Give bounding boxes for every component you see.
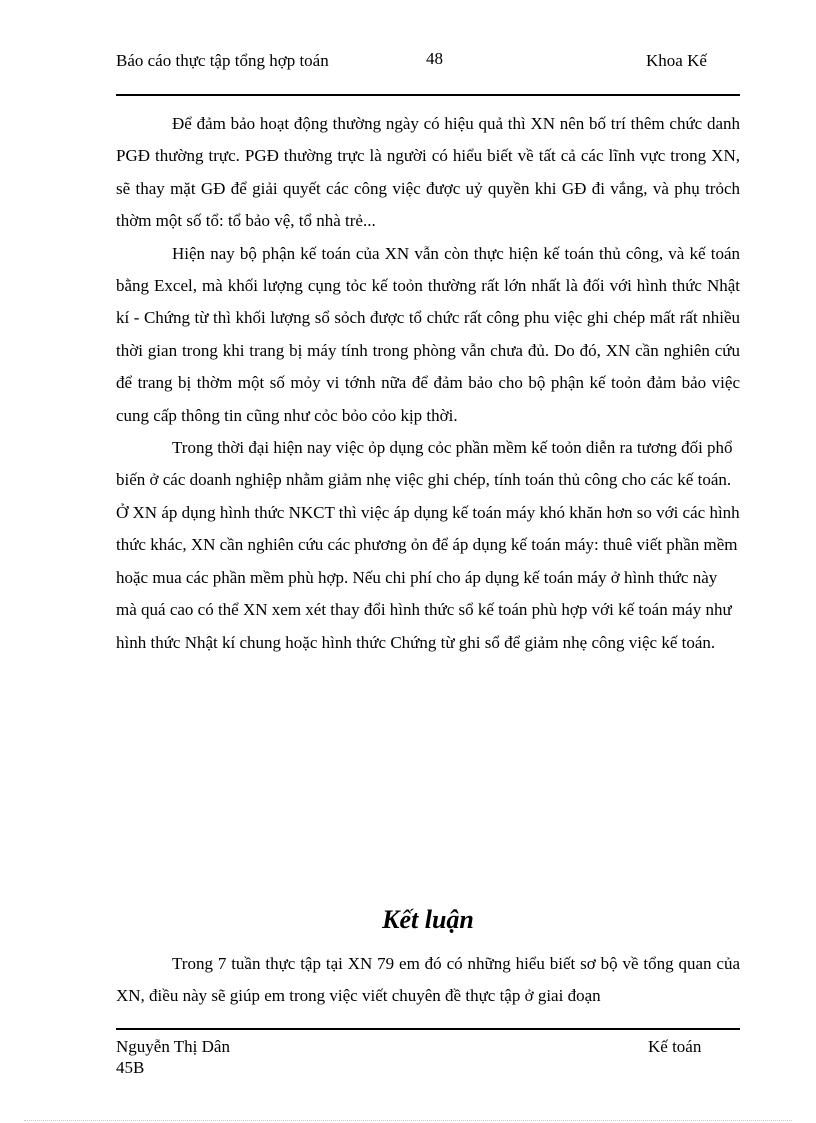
conclusion-text [116, 948, 740, 1013]
page-number: 48 [426, 49, 443, 68]
paragraph-1: Để đảm bảo hoạt động thường ngày có hiệu quả thì XN nên bố trí thêm chức danh PGĐ thường trực. PGĐ thường trực là người có hiểu biết về tất cả các lĩnh vực trong XN, sẽ thay mặt GĐ để giải quyết các công việc được uỷ quyền khi GĐ đi vắng, và phụ trỏch thờm một số tổ: tổ bảo vệ, tổ nhà trẻ... [116, 114, 740, 231]
footer-author: Nguyễn Thị Dân 45B [116, 1037, 230, 1077]
header-report-title: Báo cáo thực tập tổng hợp toán [116, 51, 329, 70]
page-header [116, 48, 740, 96]
footer-major: Kế toán [648, 1037, 702, 1056]
paragraph-3: Trong thời đại hiện nay việc ỏp dụng cỏc phần mềm kế toỏn diễn ra tương đối phổ biến ở các doanh nghiệp nhằm giảm nhẹ việc ghi chép, tính toán thủ công cho các kế toán. Ở XN áp dụng hình thức NKCT thì việc áp dụng kế toán máy khó khăn hơn so với các hình thức khác, XN cần nghiên cứu các phương ỏn để áp dụng kế toán máy: thuê viết phần mềm hoặc mua các phần mềm phù hợp. Nếu chi phí cho áp dụng kế toán máy ở hình thức này mà quá cao có thể XN xem xét thay đổi hình thức sổ kế toán phù hợp với kế toán máy như hình thức Nhật kí chung hoặc hình thức Chứng từ ghi sổ để giảm nhẹ công việc kế toán. [116, 438, 740, 652]
header-department: Khoa Kế [646, 51, 707, 70]
conclusion-paragraph: Trong 7 tuần thực tập tại XN 79 em đó có những hiểu biết sơ bộ về tổng quan của XN, điều này sẽ giúp em trong việc viết chuyên đề thực tập ở giai đoạn [116, 954, 740, 1006]
page-footer [116, 1028, 740, 1080]
page-edge-divider [24, 1120, 792, 1121]
paragraph-2: Hiện nay bộ phận kế toán của XN vẫn còn thực hiện kế toán thủ công, và kế toán bằng Excel, mà khối lượng cụng tỏc kế toỏn thường rất lớn nhất là đối với hình thức Nhật kí - Chứng từ thì khối lượng sổ sỏch được tổ chức rất công phu việc ghi chép mất rất nhiều thời gian trong khi trang bị máy tính trong phòng vẫn chưa đủ. Do đó, XN cần nghiên cứu để trang bị thờm một số mỏy vi tớnh nữa để đảm bảo cho bộ phận kế toỏn đảm bảo việc cung cấp thông tin cũng như cỏc bỏo cỏo kịp thời. [116, 243, 740, 425]
body-text [116, 108, 740, 659]
conclusion-heading: Kết luận [382, 905, 474, 934]
